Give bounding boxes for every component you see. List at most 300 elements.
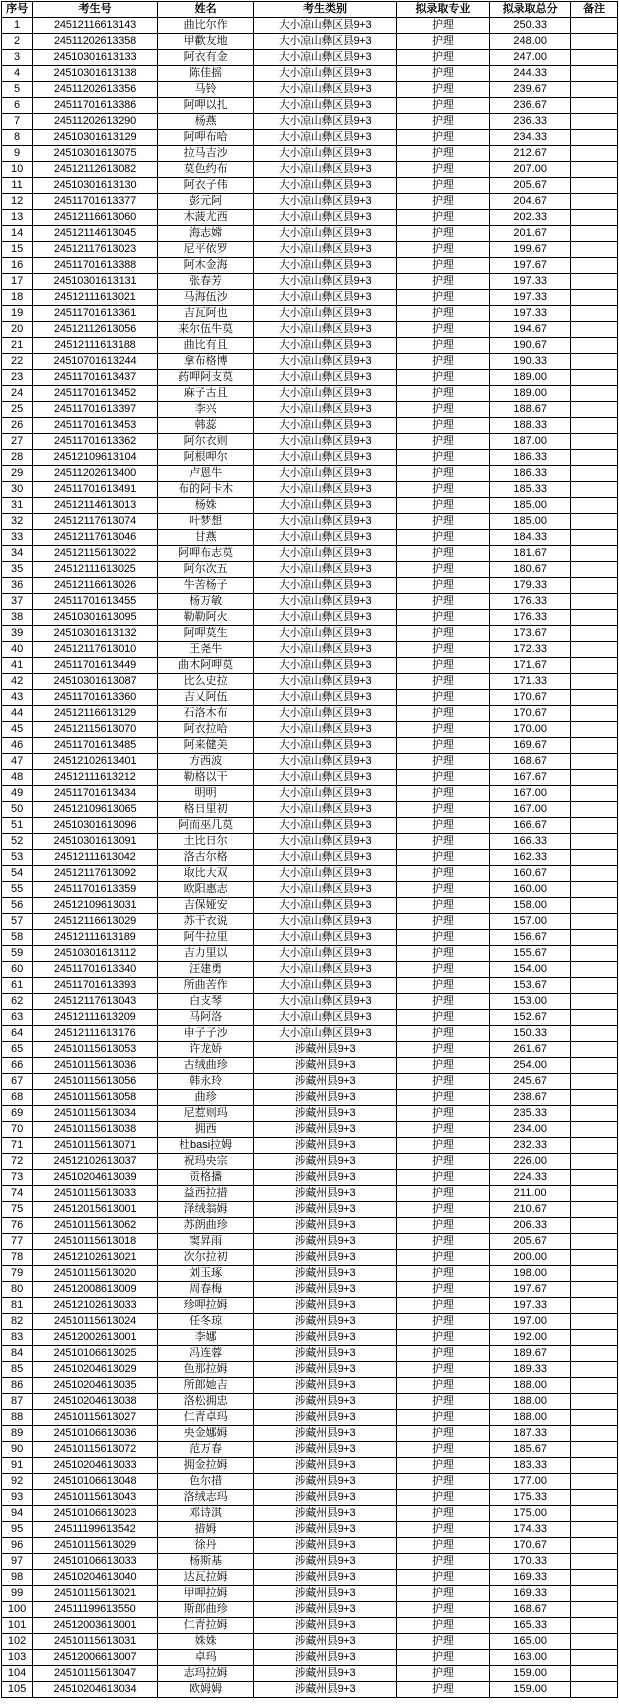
row-index: 27 (2, 434, 33, 450)
row-remark (571, 1010, 618, 1026)
row-name: 土比日尔 (157, 834, 254, 850)
row-category: 涉藏州县9+3 (254, 1442, 396, 1458)
row-category: 大小凉山彝区县9+3 (254, 322, 396, 338)
row-exam-number: 24512116613026 (33, 578, 158, 594)
row-name: 甲呷拉姆 (157, 1586, 254, 1602)
row-exam-number: 24511202613358 (33, 34, 158, 50)
row-name: 次尔拉初 (157, 1250, 254, 1266)
row-name: 马阿洛 (157, 1010, 254, 1026)
row-remark (571, 786, 618, 802)
table-row (2, 1218, 618, 1234)
row-remark (571, 1138, 618, 1154)
row-remark (571, 1186, 618, 1202)
row-category: 大小凉山彝区县9+3 (254, 946, 396, 962)
row-major: 护理 (396, 1170, 489, 1186)
row-exam-number: 24510115613033 (33, 1186, 158, 1202)
row-remark (571, 690, 618, 706)
row-major: 护理 (396, 386, 489, 402)
row-major: 护理 (396, 1506, 489, 1522)
row-total-score: 186.33 (490, 450, 571, 466)
row-total-score: 185.67 (490, 1442, 571, 1458)
row-name: 申子子沙 (157, 1026, 254, 1042)
row-total-score: 224.33 (490, 1170, 571, 1186)
table-row (2, 1234, 618, 1250)
row-major: 护理 (396, 1106, 489, 1122)
row-major: 护理 (396, 898, 489, 914)
row-category: 涉藏州县9+3 (254, 1346, 396, 1362)
row-category: 大小凉山彝区县9+3 (254, 114, 396, 130)
row-total-score: 159.00 (490, 1666, 571, 1682)
row-exam-number: 24512114613013 (33, 498, 158, 514)
row-total-score: 207.00 (490, 162, 571, 178)
row-major: 护理 (396, 770, 489, 786)
row-name: 曲比有且 (157, 338, 254, 354)
row-major: 护理 (396, 1218, 489, 1234)
row-total-score: 210.67 (490, 1202, 571, 1218)
row-name: 范万春 (157, 1442, 254, 1458)
row-category: 涉藏州县9+3 (254, 1650, 396, 1666)
row-category: 涉藏州县9+3 (254, 1074, 396, 1090)
row-exam-number: 24510106613048 (33, 1474, 158, 1490)
row-category: 大小凉山彝区县9+3 (254, 546, 396, 562)
row-name: 麻子古且 (157, 386, 254, 402)
row-exam-number: 24512111613021 (33, 290, 158, 306)
row-major: 护理 (396, 1442, 489, 1458)
column-header-exam-number: 考生号 (33, 2, 158, 18)
row-index: 6 (2, 98, 33, 114)
row-total-score: 169.33 (490, 1586, 571, 1602)
row-exam-number: 24512117613023 (33, 242, 158, 258)
row-total-score: 197.67 (490, 1282, 571, 1298)
row-remark (571, 1106, 618, 1122)
row-index: 57 (2, 914, 33, 930)
row-remark (571, 962, 618, 978)
row-index: 29 (2, 466, 33, 482)
table-row (2, 978, 618, 994)
row-index: 26 (2, 418, 33, 434)
row-index: 59 (2, 946, 33, 962)
row-name: 卓玛 (157, 1650, 254, 1666)
row-remark (571, 914, 618, 930)
row-name: 石洛木布 (157, 706, 254, 722)
row-index: 86 (2, 1378, 33, 1394)
row-exam-number: 24511701613360 (33, 690, 158, 706)
row-total-score: 205.67 (490, 178, 571, 194)
row-category: 大小凉山彝区县9+3 (254, 674, 396, 690)
row-index: 44 (2, 706, 33, 722)
row-major: 护理 (396, 866, 489, 882)
row-name: 苏朗曲珍 (157, 1218, 254, 1234)
row-remark (571, 1490, 618, 1506)
table-row (2, 306, 618, 322)
table-row (2, 1346, 618, 1362)
row-index: 47 (2, 754, 33, 770)
column-header-name: 姓名 (157, 2, 254, 18)
row-index: 71 (2, 1138, 33, 1154)
row-category: 大小凉山彝区县9+3 (254, 802, 396, 818)
row-category: 大小凉山彝区县9+3 (254, 18, 396, 34)
row-category: 大小凉山彝区县9+3 (254, 754, 396, 770)
column-header-remark: 备注 (571, 2, 618, 18)
row-exam-number: 24510301613112 (33, 946, 158, 962)
row-category: 大小凉山彝区县9+3 (254, 402, 396, 418)
row-remark (571, 674, 618, 690)
table-row (2, 434, 618, 450)
row-name: 吉保娅安 (157, 898, 254, 914)
row-name: 阿呷莫生 (157, 626, 254, 642)
row-exam-number: 24511701613388 (33, 258, 158, 274)
row-name: 莫色约布 (157, 162, 254, 178)
row-exam-number: 24512111613212 (33, 770, 158, 786)
row-name: 汪建勇 (157, 962, 254, 978)
row-category: 涉藏州县9+3 (254, 1426, 396, 1442)
row-index: 52 (2, 834, 33, 850)
row-major: 护理 (396, 706, 489, 722)
row-index: 25 (2, 402, 33, 418)
row-exam-number: 24510301613129 (33, 130, 158, 146)
row-remark (571, 850, 618, 866)
row-name: 志玛拉姆 (157, 1666, 254, 1682)
row-total-score: 190.67 (490, 338, 571, 354)
row-index: 78 (2, 1250, 33, 1266)
row-name: 邓诗淇 (157, 1506, 254, 1522)
row-name: 周春梅 (157, 1282, 254, 1298)
table-row (2, 370, 618, 386)
row-name: 任冬琼 (157, 1314, 254, 1330)
row-major: 护理 (396, 690, 489, 706)
table-row (2, 706, 618, 722)
row-name: 所曲苦作 (157, 978, 254, 994)
row-total-score: 188.00 (490, 1378, 571, 1394)
row-index: 3 (2, 50, 33, 66)
table-row (2, 258, 618, 274)
row-major: 护理 (396, 1154, 489, 1170)
row-total-score: 236.33 (490, 114, 571, 130)
table-row (2, 1010, 618, 1026)
row-major: 护理 (396, 562, 489, 578)
row-major: 护理 (396, 1474, 489, 1490)
table-row (2, 786, 618, 802)
row-exam-number: 24512115613070 (33, 722, 158, 738)
row-major: 护理 (396, 370, 489, 386)
row-total-score: 239.67 (490, 82, 571, 98)
row-name: 斯郎曲珍 (157, 1602, 254, 1618)
row-major: 护理 (396, 674, 489, 690)
row-major: 护理 (396, 1554, 489, 1570)
row-index: 63 (2, 1010, 33, 1026)
row-category: 大小凉山彝区县9+3 (254, 930, 396, 946)
table-row (2, 738, 618, 754)
row-remark (571, 306, 618, 322)
row-total-score: 234.33 (490, 130, 571, 146)
row-total-score: 173.67 (490, 626, 571, 642)
row-index: 103 (2, 1650, 33, 1666)
row-exam-number: 24510204613035 (33, 1378, 158, 1394)
row-exam-number: 24512111613209 (33, 1010, 158, 1026)
row-index: 45 (2, 722, 33, 738)
row-index: 51 (2, 818, 33, 834)
row-category: 大小凉山彝区县9+3 (254, 434, 396, 450)
row-category: 涉藏州县9+3 (254, 1266, 396, 1282)
row-remark (571, 1298, 618, 1314)
row-category: 涉藏州县9+3 (254, 1106, 396, 1122)
row-index: 62 (2, 994, 33, 1010)
row-index: 15 (2, 242, 33, 258)
row-index: 49 (2, 786, 33, 802)
row-category: 涉藏州县9+3 (254, 1154, 396, 1170)
row-total-score: 160.67 (490, 866, 571, 882)
row-index: 13 (2, 210, 33, 226)
row-name: 杨万敏 (157, 594, 254, 610)
row-name: 木菠尤西 (157, 210, 254, 226)
admitted-candidates-table (1, 1, 618, 1698)
row-remark (571, 322, 618, 338)
row-total-score: 158.00 (490, 898, 571, 914)
row-exam-number: 24511701613455 (33, 594, 158, 610)
row-category: 大小凉山彝区县9+3 (254, 178, 396, 194)
row-index: 37 (2, 594, 33, 610)
row-exam-number: 24510115613034 (33, 1106, 158, 1122)
row-exam-number: 24510106613025 (33, 1346, 158, 1362)
row-name: 措姆 (157, 1522, 254, 1538)
row-exam-number: 24510115613021 (33, 1586, 158, 1602)
row-category: 大小凉山彝区县9+3 (254, 850, 396, 866)
row-remark (571, 1282, 618, 1298)
row-exam-number: 24512102613401 (33, 754, 158, 770)
row-total-score: 188.00 (490, 1410, 571, 1426)
row-name: 色那拉姆 (157, 1362, 254, 1378)
row-exam-number: 24510204613038 (33, 1394, 158, 1410)
row-remark (571, 418, 618, 434)
row-major: 护理 (396, 1522, 489, 1538)
row-exam-number: 24512006613007 (33, 1650, 158, 1666)
row-total-score: 201.67 (490, 226, 571, 242)
row-index: 88 (2, 1410, 33, 1426)
table-row (2, 1154, 618, 1170)
row-category: 大小凉山彝区县9+3 (254, 274, 396, 290)
row-index: 16 (2, 258, 33, 274)
row-total-score: 188.00 (490, 1394, 571, 1410)
row-index: 97 (2, 1554, 33, 1570)
row-category: 大小凉山彝区县9+3 (254, 690, 396, 706)
row-remark (571, 1058, 618, 1074)
row-category: 大小凉山彝区县9+3 (254, 162, 396, 178)
row-name: 马铃 (157, 82, 254, 98)
row-exam-number: 24512111613188 (33, 338, 158, 354)
row-remark (571, 610, 618, 626)
row-total-score: 154.00 (490, 962, 571, 978)
row-remark (571, 1202, 618, 1218)
row-remark (571, 1538, 618, 1554)
row-index: 14 (2, 226, 33, 242)
row-category: 涉藏州县9+3 (254, 1090, 396, 1106)
row-total-score: 261.67 (490, 1042, 571, 1058)
row-major: 护理 (396, 1362, 489, 1378)
row-name: 韩蕊 (157, 418, 254, 434)
row-category: 涉藏州县9+3 (254, 1058, 396, 1074)
row-total-score: 167.00 (490, 786, 571, 802)
row-index: 67 (2, 1074, 33, 1090)
row-total-score: 165.00 (490, 1634, 571, 1650)
row-category: 大小凉山彝区县9+3 (254, 354, 396, 370)
row-name: 曲比尔作 (157, 18, 254, 34)
row-total-score: 245.67 (490, 1074, 571, 1090)
row-total-score: 202.33 (490, 210, 571, 226)
row-remark (571, 18, 618, 34)
row-remark (571, 226, 618, 242)
row-index: 105 (2, 1682, 33, 1698)
row-major: 护理 (396, 1186, 489, 1202)
row-major: 护理 (396, 994, 489, 1010)
row-category: 涉藏州县9+3 (254, 1330, 396, 1346)
table-row (2, 1666, 618, 1682)
row-total-score: 189.00 (490, 386, 571, 402)
row-name: 阿尔次五 (157, 562, 254, 578)
table-row (2, 1282, 618, 1298)
row-major: 护理 (396, 146, 489, 162)
row-total-score: 171.67 (490, 658, 571, 674)
row-remark (571, 178, 618, 194)
row-remark (571, 530, 618, 546)
row-major: 护理 (396, 1618, 489, 1634)
row-major: 护理 (396, 98, 489, 114)
row-total-score: 248.00 (490, 34, 571, 50)
row-category: 大小凉山彝区县9+3 (254, 98, 396, 114)
row-index: 68 (2, 1090, 33, 1106)
row-category: 大小凉山彝区县9+3 (254, 738, 396, 754)
row-exam-number: 24511701613437 (33, 370, 158, 386)
row-major: 护理 (396, 1634, 489, 1650)
table-row (2, 1378, 618, 1394)
row-total-score: 167.00 (490, 802, 571, 818)
row-index: 39 (2, 626, 33, 642)
row-index: 9 (2, 146, 33, 162)
row-category: 大小凉山彝区县9+3 (254, 146, 396, 162)
table-row (2, 1362, 618, 1378)
row-remark (571, 946, 618, 962)
row-exam-number: 24510204613034 (33, 1682, 158, 1698)
row-category: 大小凉山彝区县9+3 (254, 482, 396, 498)
row-major: 护理 (396, 434, 489, 450)
row-name: 阿呷以扎 (157, 98, 254, 114)
row-category: 大小凉山彝区县9+3 (254, 370, 396, 386)
row-exam-number: 24511701613386 (33, 98, 158, 114)
row-remark (571, 626, 618, 642)
row-category: 涉藏州县9+3 (254, 1490, 396, 1506)
row-index: 20 (2, 322, 33, 338)
row-remark (571, 1154, 618, 1170)
row-name: 格日里初 (157, 802, 254, 818)
row-total-score: 189.67 (490, 1346, 571, 1362)
row-remark (571, 770, 618, 786)
row-total-score: 174.33 (490, 1522, 571, 1538)
row-exam-number: 24512114613045 (33, 226, 158, 242)
row-index: 21 (2, 338, 33, 354)
row-category: 涉藏州县9+3 (254, 1138, 396, 1154)
row-major: 护理 (396, 514, 489, 530)
row-name: 曲珍 (157, 1090, 254, 1106)
row-category: 大小凉山彝区县9+3 (254, 770, 396, 786)
row-exam-number: 24512111613025 (33, 562, 158, 578)
row-major: 护理 (396, 1026, 489, 1042)
row-category: 大小凉山彝区县9+3 (254, 338, 396, 354)
row-index: 30 (2, 482, 33, 498)
row-total-score: 185.33 (490, 482, 571, 498)
row-total-score: 197.33 (490, 306, 571, 322)
table-row (2, 1554, 618, 1570)
row-major: 护理 (396, 1122, 489, 1138)
row-remark (571, 1666, 618, 1682)
row-index: 104 (2, 1666, 33, 1682)
row-major: 护理 (396, 1490, 489, 1506)
table-row (2, 1602, 618, 1618)
row-remark (571, 562, 618, 578)
row-index: 93 (2, 1490, 33, 1506)
row-index: 91 (2, 1458, 33, 1474)
row-major: 护理 (396, 226, 489, 242)
row-exam-number: 24511199613550 (33, 1602, 158, 1618)
row-remark (571, 1218, 618, 1234)
row-category: 大小凉山彝区县9+3 (254, 562, 396, 578)
row-exam-number: 24510115613029 (33, 1538, 158, 1554)
row-major: 护理 (396, 242, 489, 258)
row-exam-number: 24512109613031 (33, 898, 158, 914)
row-category: 涉藏州县9+3 (254, 1554, 396, 1570)
row-index: 92 (2, 1474, 33, 1490)
row-remark (571, 706, 618, 722)
row-total-score: 197.67 (490, 258, 571, 274)
row-index: 7 (2, 114, 33, 130)
table-row (2, 1298, 618, 1314)
row-total-score: 250.33 (490, 18, 571, 34)
row-total-score: 189.33 (490, 1362, 571, 1378)
row-remark (571, 1234, 618, 1250)
row-major: 护理 (396, 1458, 489, 1474)
row-name: 取比大双 (157, 866, 254, 882)
row-total-score: 197.33 (490, 290, 571, 306)
table-row (2, 882, 618, 898)
row-index: 31 (2, 498, 33, 514)
row-category: 大小凉山彝区县9+3 (254, 578, 396, 594)
row-name: 王尧牛 (157, 642, 254, 658)
row-category: 涉藏州县9+3 (254, 1250, 396, 1266)
row-category: 涉藏州县9+3 (254, 1634, 396, 1650)
row-name: 阿根呷尔 (157, 450, 254, 466)
table-row (2, 866, 618, 882)
row-total-score: 226.00 (490, 1154, 571, 1170)
row-index: 34 (2, 546, 33, 562)
row-remark (571, 882, 618, 898)
row-name: 明明 (157, 786, 254, 802)
row-exam-number: 24510115613024 (33, 1314, 158, 1330)
row-exam-number: 24510115613020 (33, 1266, 158, 1282)
row-total-score: 254.00 (490, 1058, 571, 1074)
table-row (2, 674, 618, 690)
row-total-score: 159.00 (490, 1682, 571, 1698)
row-index: 96 (2, 1538, 33, 1554)
row-total-score: 197.00 (490, 1314, 571, 1330)
row-category: 涉藏州县9+3 (254, 1522, 396, 1538)
row-major: 护理 (396, 1202, 489, 1218)
row-total-score: 152.67 (490, 1010, 571, 1026)
row-major: 护理 (396, 450, 489, 466)
row-major: 护理 (396, 1410, 489, 1426)
row-name: 洛松拥忠 (157, 1394, 254, 1410)
row-remark (571, 1378, 618, 1394)
row-index: 80 (2, 1282, 33, 1298)
row-exam-number: 24511701613359 (33, 882, 158, 898)
row-total-score: 194.67 (490, 322, 571, 338)
